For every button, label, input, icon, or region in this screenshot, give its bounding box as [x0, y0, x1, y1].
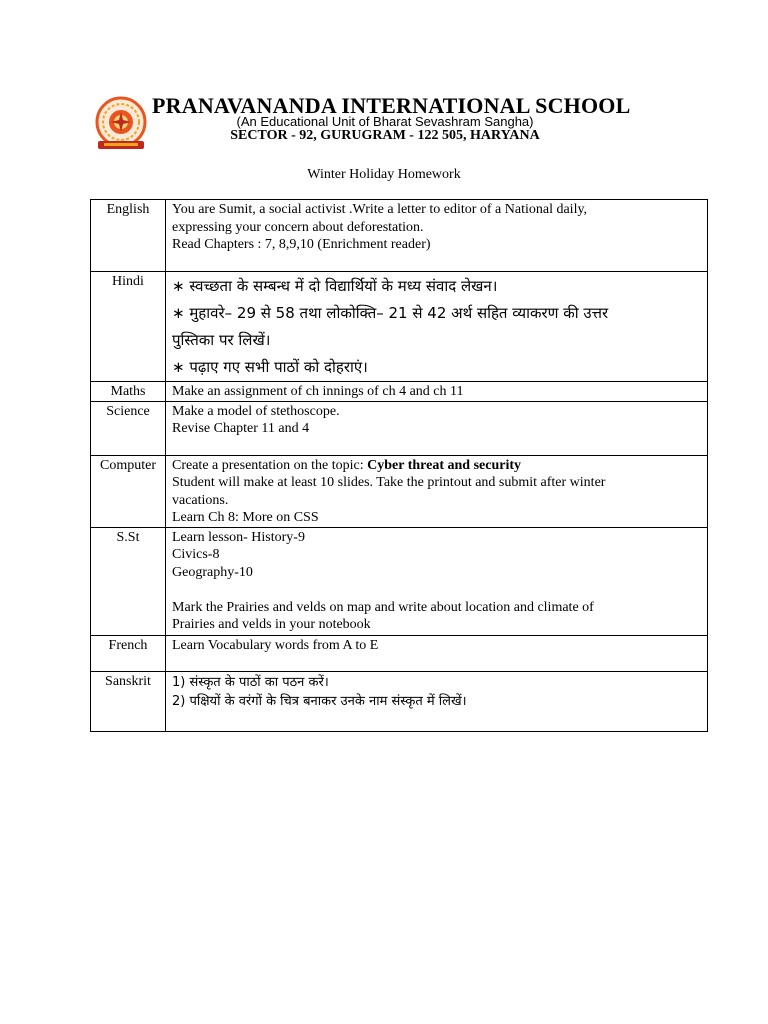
table-row-science — [91, 401, 708, 455]
subject-cell: Computer — [91, 455, 166, 527]
task-line: ∗ मुहावरे– 29 से 58 तथा लोकोक्ति– 21 से 42 अर्थ सहित व्याकरण की उत्तर — [172, 304, 609, 322]
task-line: Mark the Prairies and velds on map and write about location and climate of — [172, 599, 594, 615]
task-line: Prairies and velds in your notebook — [172, 617, 371, 632]
task-cell — [166, 671, 708, 731]
task-line: ∗ स्वच्छता के सम्बन्ध में दो विद्यार्थियों के मध्य संवाद लेखन। — [172, 277, 498, 295]
task-line: 2) पक्षियों के वरंगों के चित्र बनाकर उनके नाम संस्कृत में लिखें। — [172, 693, 467, 709]
task-cell — [166, 527, 708, 635]
task-cell — [166, 401, 708, 455]
task-line: ∗ पढ़ाए गए सभी पाठों को दोहराएं। — [172, 358, 368, 376]
task-line: Learn lesson- History-9 — [172, 529, 305, 545]
subject-cell: English — [91, 200, 166, 272]
task-line: Make a model of stethoscope. — [172, 403, 340, 419]
task-cell — [166, 382, 708, 402]
task-cell — [166, 272, 708, 382]
table-row-english — [91, 200, 708, 272]
task-line: expressing your concern about deforestation. — [172, 219, 424, 235]
blank-line — [172, 581, 701, 599]
table-row-sst — [91, 527, 708, 635]
school-name: PRANAVANANDA INTERNATIONAL SCHOOL — [152, 93, 631, 118]
topic-prefix: Create a presentation on the topic: — [172, 457, 368, 473]
school-address: SECTOR - 92, GURUGRAM - 122 505, HARYANA — [230, 128, 540, 143]
task-line: पुस्तिका पर लिखें। — [172, 331, 271, 349]
school-letterhead — [0, 0, 768, 160]
school-emblem-icon — [94, 96, 150, 152]
task-line: Civics-8 — [172, 547, 220, 562]
subject-cell: French — [91, 635, 166, 671]
document-title: Winter Holiday Homework — [307, 167, 461, 182]
table-row-maths — [91, 382, 708, 402]
task-line: Make an assignment of ch innings of ch 4 and ch 11 — [172, 384, 464, 399]
task-line: You are Sumit, a social activist .Write a letter to editor of a National daily, — [172, 202, 588, 217]
task-line: vacations. — [172, 492, 229, 508]
task-line: Student will make at least 10 slides. Take the printout and submit after winter — [172, 475, 606, 490]
subject-cell: Hindi — [91, 272, 166, 382]
task-line: Learn Ch 8: More on CSS — [172, 510, 319, 525]
task-cell — [166, 635, 708, 671]
subject-cell: Maths — [91, 382, 166, 402]
table-row-computer — [91, 455, 708, 527]
subject-cell: S.St — [91, 527, 166, 635]
subject-cell: Science — [91, 401, 166, 455]
subject-cell: Sanskrit — [91, 671, 166, 731]
task-line: Read Chapters : 7, 8,9,10 (Enrichment reader) — [172, 237, 431, 252]
task-line: Geography-10 — [172, 564, 253, 580]
table-row-french — [91, 635, 708, 671]
homework-table — [90, 199, 708, 732]
task-cell — [166, 455, 708, 527]
table-row-sanskrit — [91, 671, 708, 731]
task-line: Revise Chapter 11 and 4 — [172, 421, 310, 436]
task-line: 1) संस्कृत के पाठों का पठन करें। — [172, 674, 329, 690]
topic-title: Cyber threat and security — [367, 457, 522, 473]
task-line: Learn Vocabulary words from A to E — [172, 637, 379, 653]
table-row-hindi — [91, 272, 708, 382]
school-subtitle: (An Educational Unit of Bharat Sevashram Sangha) — [236, 114, 534, 129]
task-cell — [166, 200, 708, 272]
task-line — [172, 457, 701, 475]
